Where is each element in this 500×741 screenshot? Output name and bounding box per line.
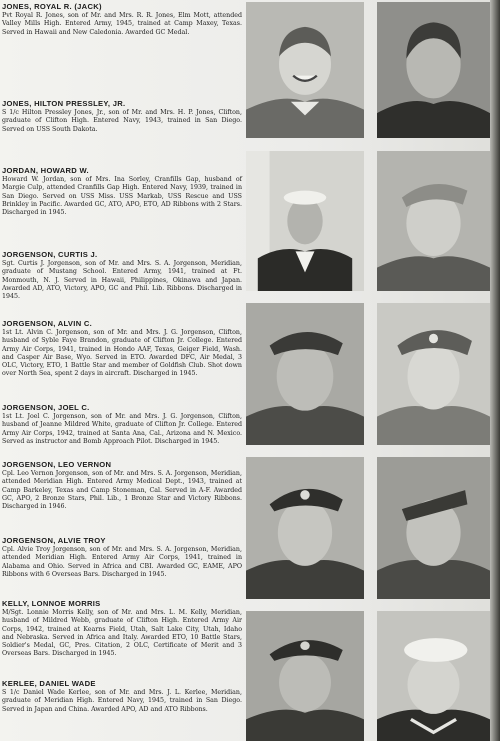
entry-jones-royal (2, 2, 242, 37)
entry-jorgenson-curtis (2, 250, 242, 301)
entry-name: JORGENSON, CURTIS J. (2, 250, 98, 259)
portrait-photo (377, 303, 490, 445)
portrait-photo (246, 457, 364, 599)
portrait-photo (246, 2, 364, 138)
entry-jorgenson-leo (2, 460, 242, 511)
entry-bio: 1st Lt. Alvin C. Jorgenson, son of Mr. and Mrs. J. G. Jorgenson, Clifton, husband of Syble Faye Brandon, graduate of Clifton Jr. College. Entered Army Air Corps, 1941, trained in Hondo AAF, Texas, Geiger Field, Wash. and Casper Air Base, Wyo. Served in ETO. Awarded DFC, Air Medal, 3 OLC, Victory, ETO, 1 Battle Star and member of Goldfish Club. Shot down over North Sea, spent 2 days in aircraft. Discharged in 1945. (2, 329, 242, 378)
portrait-photo (377, 2, 490, 138)
entry-bio: Sgt. Curtis J. Jorgenson, son of Mr. and Mrs. S. A. Jorgenson, Meridian, graduate of Mustang School. Entered Army, 1941, trained at Ft. Monmouth, N. J. Served in Hawaii, Philippines, Okinawa and Japan. Awarded AD, ATO, Victory, APO, GC and Phil. Lib. Ribbons. Discharged in 1945. (2, 260, 242, 301)
entry-bio: Cpl. Alvie Troy Jorgenson, son of Mr. and Mrs. S. A. Jorgenson, Meridian, attended Meridian High. Entered Army Air Corps, 1941, trained in Alabama and Ohio. Served in Africa and CBI. Awarded GC, EAME, APO Ribbons with 6 Overseas Bars. Discharged in 1945. (2, 546, 242, 578)
entry-jordan-howard (2, 166, 242, 217)
entry-jorgenson-joel (2, 403, 242, 446)
entry-bio: S 1/c Daniel Wade Kerlee, son of Mr. and Mrs. J. L. Kerlee, Meridian, graduate of Meridian High. Entered Navy, 1945, trained in San Diego. Served in Japan and China. Awarded APO, AD and ATO Ribbons. (2, 689, 242, 713)
entry-bio: S 1/c Hilton Pressley Jones, Jr., son of Mr. and Mrs. H. P. Jones, Clifton, graduate of Clifton High. Entered Navy, 1943, trained in San Diego. Served on USS South Dakota. (2, 109, 242, 133)
entry-bio: 1st Lt. Joel C. Jorgenson, son of Mr. and Mrs. J. G. Jorgenson, Clifton, husband of Jeanne Mildred White, graduate of Clifton Jr. College. Entered Army Air Corps, 1942, trained at Santa Ana, Cal., Arizona and N. Mexico. Served as instructor and Bomb Approach Pilot. Discharged in 1945. (2, 413, 242, 445)
entry-name: JORGENSON, ALVIE TROY (2, 536, 106, 545)
entry-kerlee-daniel (2, 679, 242, 714)
portrait-photo (246, 303, 364, 445)
entry-name: JONES, ROYAL R. (JACK) (2, 2, 102, 11)
entry-jorgenson-alvie (2, 536, 242, 579)
entry-name: JORGENSON, JOEL C. (2, 403, 90, 412)
portrait-photo (377, 457, 490, 599)
page-binding (490, 0, 500, 741)
entry-jones-hilton (2, 99, 242, 134)
entry-name: JONES, HILTON PRESSLEY, JR. (2, 99, 126, 108)
entry-name: JORGENSON, ALVIN C. (2, 319, 93, 328)
entry-bio: Pvt Royal R. Jones, son of Mr. and Mrs. R. R. Jones, Elm Mott, attended Valley Mills High. Entered Army, 1945, trained at Camp Maxey, Texas. Served in Hawaii and New Caledonia. Awarded GC Medal. (2, 12, 242, 36)
portrait-photo (377, 151, 490, 291)
entry-name: JORGENSON, LEO VERNON (2, 460, 112, 469)
portrait-photo (246, 611, 364, 741)
entry-jorgenson-alvin (2, 319, 242, 379)
portrait-photo (246, 151, 364, 291)
entry-name: JORDAN, HOWARD W. (2, 166, 89, 175)
entry-name: KERLEE, DANIEL WADE (2, 679, 96, 688)
entry-bio: M/Sgt. Lonnie Morris Kelly, son of Mr. and Mrs. L. M. Kelly, Meridian, husband of Mildred Webb, graduate of Clifton High. Entered Army Air Corps, 1942, trained at Kearns Field, Utah, Salt Lake City, Utah, Idaho and Nebraska. Served in Africa and Italy. Awarded ETO, 10 Battle Stars, Soldier's Medal, GC, Pres. Citation, 2 OLC, Certificate of Merit and 3 Overseas Bars. Discharged in 1945. (2, 609, 242, 658)
portrait-photo (377, 611, 490, 741)
entry-name: KELLY, LONNOE MORRIS (2, 599, 101, 608)
entry-bio: Howard W. Jordan, son of Mrs. Ina Sorley, Cranfills Gap, husband of Margie Culp, attended Cranfills Gap High. Entered Navy, 1939, trained in San Diego. Served on USS Miss. USS Markab, USS Rescue and USS Brinkley in Pacific. Awarded GC, ATO, APO, ETO, AD Ribbons with 2 Stars. Discharged in 1945. (2, 176, 242, 217)
entry-bio: Cpl. Leo Vernon Jorgenson, son of Mr. and Mrs. S. A. Jorgenson, Meridian, attended Meridian High. Entered Army Medical Dept., 1943, trained at Camp Barkeley, Texas and Camp Stoneman, Cal. Served in A-F. Awarded GC, APO, 2 Bronze Stars, Phil. Lib., 1 Bronze Star and Victory Ribbons. Discharged in 1946. (2, 470, 242, 511)
entry-kelly-lonnoe (2, 599, 242, 659)
